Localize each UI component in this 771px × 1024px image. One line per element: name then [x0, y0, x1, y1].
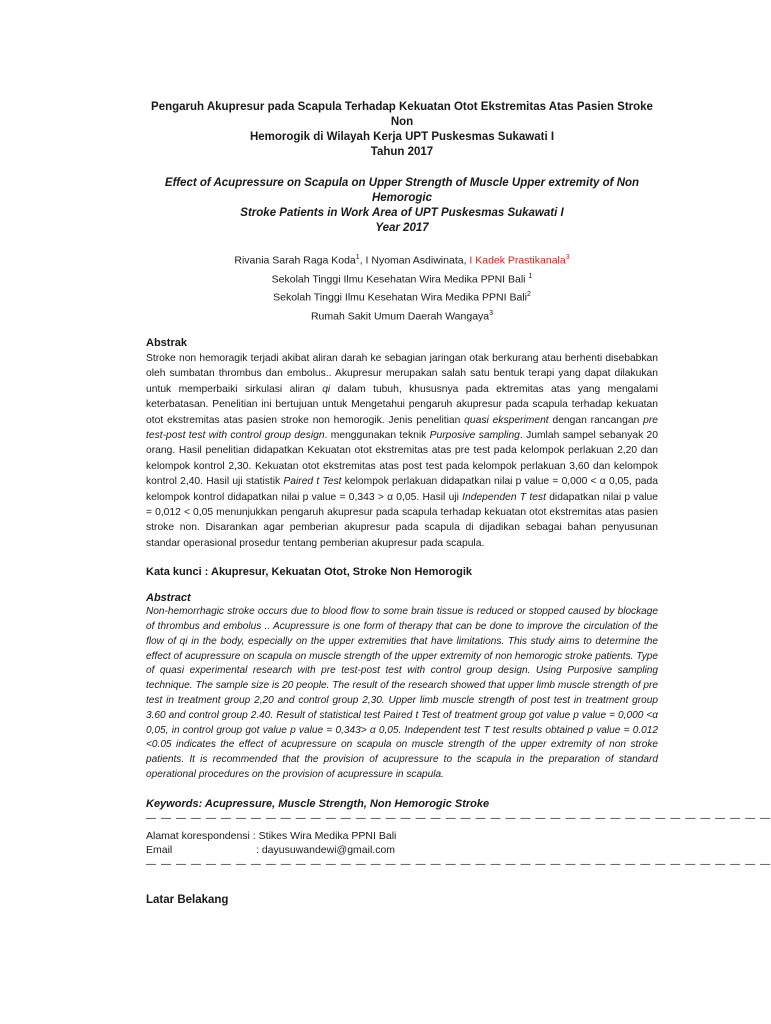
author-block [146, 250, 658, 324]
keywords: Keywords: Acupressure, Muscle Strength, Non Hemorogic Stroke [146, 797, 490, 810]
affiliation-2: Sekolah Tinggi Ilmu Kesehatan Wira Medika PPNI Bali$^2$ [273, 291, 531, 304]
title-en-line1: Effect of Acupressure on Scapula on Upper Strength of Muscle Upper extremity of Non Hemorogic [164, 177, 640, 204]
title-en-line3: Year 2017 [375, 222, 429, 234]
email-value: : dayusuwandewi@gmail.com [256, 843, 396, 856]
title-id-line3: Tahun 2017 [370, 146, 434, 158]
section-heading: Latar Belakang [146, 894, 229, 906]
affiliation-1: Sekolah Tinggi Ilmu Kesehatan Wira Medika PPNI Bali $^1$ [271, 272, 533, 285]
address-label: Alamat korespondensi : [146, 829, 256, 842]
title-en-line2: Stroke Patients in Work Area of UPT Puskesmas Sukawati I [240, 207, 564, 219]
author-1: Rivania Sarah Raga Koda [234, 254, 356, 267]
divider-top: — — — — — — — — — — — — — — — — — — — — — — — — — — — — — — — — — — — — — — — — — — [146, 812, 771, 824]
author-3: I Kadek Prastikanala [469, 254, 566, 267]
abstract-body: Non-hemorrhagic stroke occurs due to blood flow to some brain tissue is reduced or stopped caused by blockage of thrombus and embolus .. Acupressure is one form of therapy that can be done to improve the circulation of the flow of qi in the body, especially on the upper extremities that have limitations. This study aims to determine the effect of acupressure on scapula on muscle strength of the upper extremity of non hemorogic stroke patients. Type of quasi experimental research with pre test-post test with control group design. Using Purposive sampling technique. The sample size is 20 people. The result of the research showed that upper limb muscle strength of pre test in treatment group 2,20 and control group 2,30. Upper limb muscle strength of post test in treatment group 3.60 and control group 2.40. Result of statistical test Paired t Test of treatment group got value p value = 0,000 <α 0,05, in control group got value p value = 0,343> α 0,05. Independent test T test results obtained p value = 0.012 <0.05 indicates the effect of acupressure on scapula on muscle strength of the upper extremity of non stroke patients. It is recommended that the provision of acupressure to the scapula in the preparation of standard operational procedures on the provision of acupressure in scapula. [146, 606, 658, 781]
author-1-sup: 1 [355, 254, 360, 261]
address-value: Stikes Wira Medika PPNI Bali [258, 829, 397, 842]
author-2: , I Nyoman Asdiwinata, [359, 254, 470, 267]
abstract-heading: Abstract [146, 592, 191, 605]
kata-kunci: Kata kunci : Akupresur, Kekuatan Otot, Stroke Non Hemorogik [146, 566, 472, 579]
abstrak-heading: Abstrak [146, 337, 187, 349]
correspondence-address [146, 829, 658, 843]
author-3-sup: 3 [565, 254, 570, 261]
abstrak-body: Stroke non hemoragik terjadi akibat aliran darah ke sebagian jaringan otak berkurang atau berhenti disebabkan oleh sumbatan thrombus dan embolus.. Akupresur merupakan salah satu bentuk terapi yang dapat dilakukan untuk memperbaiki sirkulasi aliran qi dalam tubuh, khususnya pada ektremitas atas yang mengalami keterbatasan. Penelitian ini bertujuan untuk Mengetahui pengaruh akupresur pada scapula terhadap kekuatan otot ekstremitas atas pasien stroke non hemorogik. Jenis penelitian quasi eksperiment dengan rancangan pre test-post test with control group design. menggunakan teknik Purposive sampling. Jumlah sampel sebanyak 20 orang. Hasil penelitian didapatkan Kekuatan otot ekstremitas atas pre test pada kelompok perlakuan 2,20 dan kelompok kontrol 2,30. Kekuatan otot ekstremitas atas post test pada kelompok perlakuan 3,60 dan kelompok kontrol 2,40. Hasil uji statistik Paired t Test kelompok perlakuan didapatkan nilai p value = 0,000 < α 0,05, pada kelompok kontrol didapatkan nilai p value = 0,343 > α 0,05. Hasil uji Independen T test didapatkan nilai p value = 0,012 < 0,05 menunjukkan pengaruh akupresur pada scapula terhadap kekuatan otot ekstremitas atas pasien stroke non. Disarankan agar pemberian akupresur pada scapula di dijadikan sebagai bahan penyusunan standar operasional prosedur tentang pemberian akupresur pada scapula. [146, 353, 659, 549]
title-id-line2: Hemorogik di Wilayah Kerja UPT Puskesmas Sukawati I [249, 131, 555, 143]
affiliation-3: Rumah Sakit Umum Daerah Wangaya$^3$ [310, 309, 494, 322]
title-english [146, 176, 658, 236]
paper-page [146, 100, 771, 871]
correspondence-block [146, 829, 658, 857]
title-indonesian [146, 100, 658, 160]
author-line [146, 250, 658, 269]
correspondence-email [146, 843, 658, 857]
title-id-line1: Pengaruh Akupresur pada Scapula Terhadap Kekuatan Otot Ekstremitas Atas Pasien Stroke Non [151, 101, 653, 128]
email-label: Email [146, 843, 173, 856]
divider-bottom: — — — — — — — — — — — — — — — — — — — — — — — — — — — — — — — — — — — — — — — — — — [146, 858, 771, 870]
